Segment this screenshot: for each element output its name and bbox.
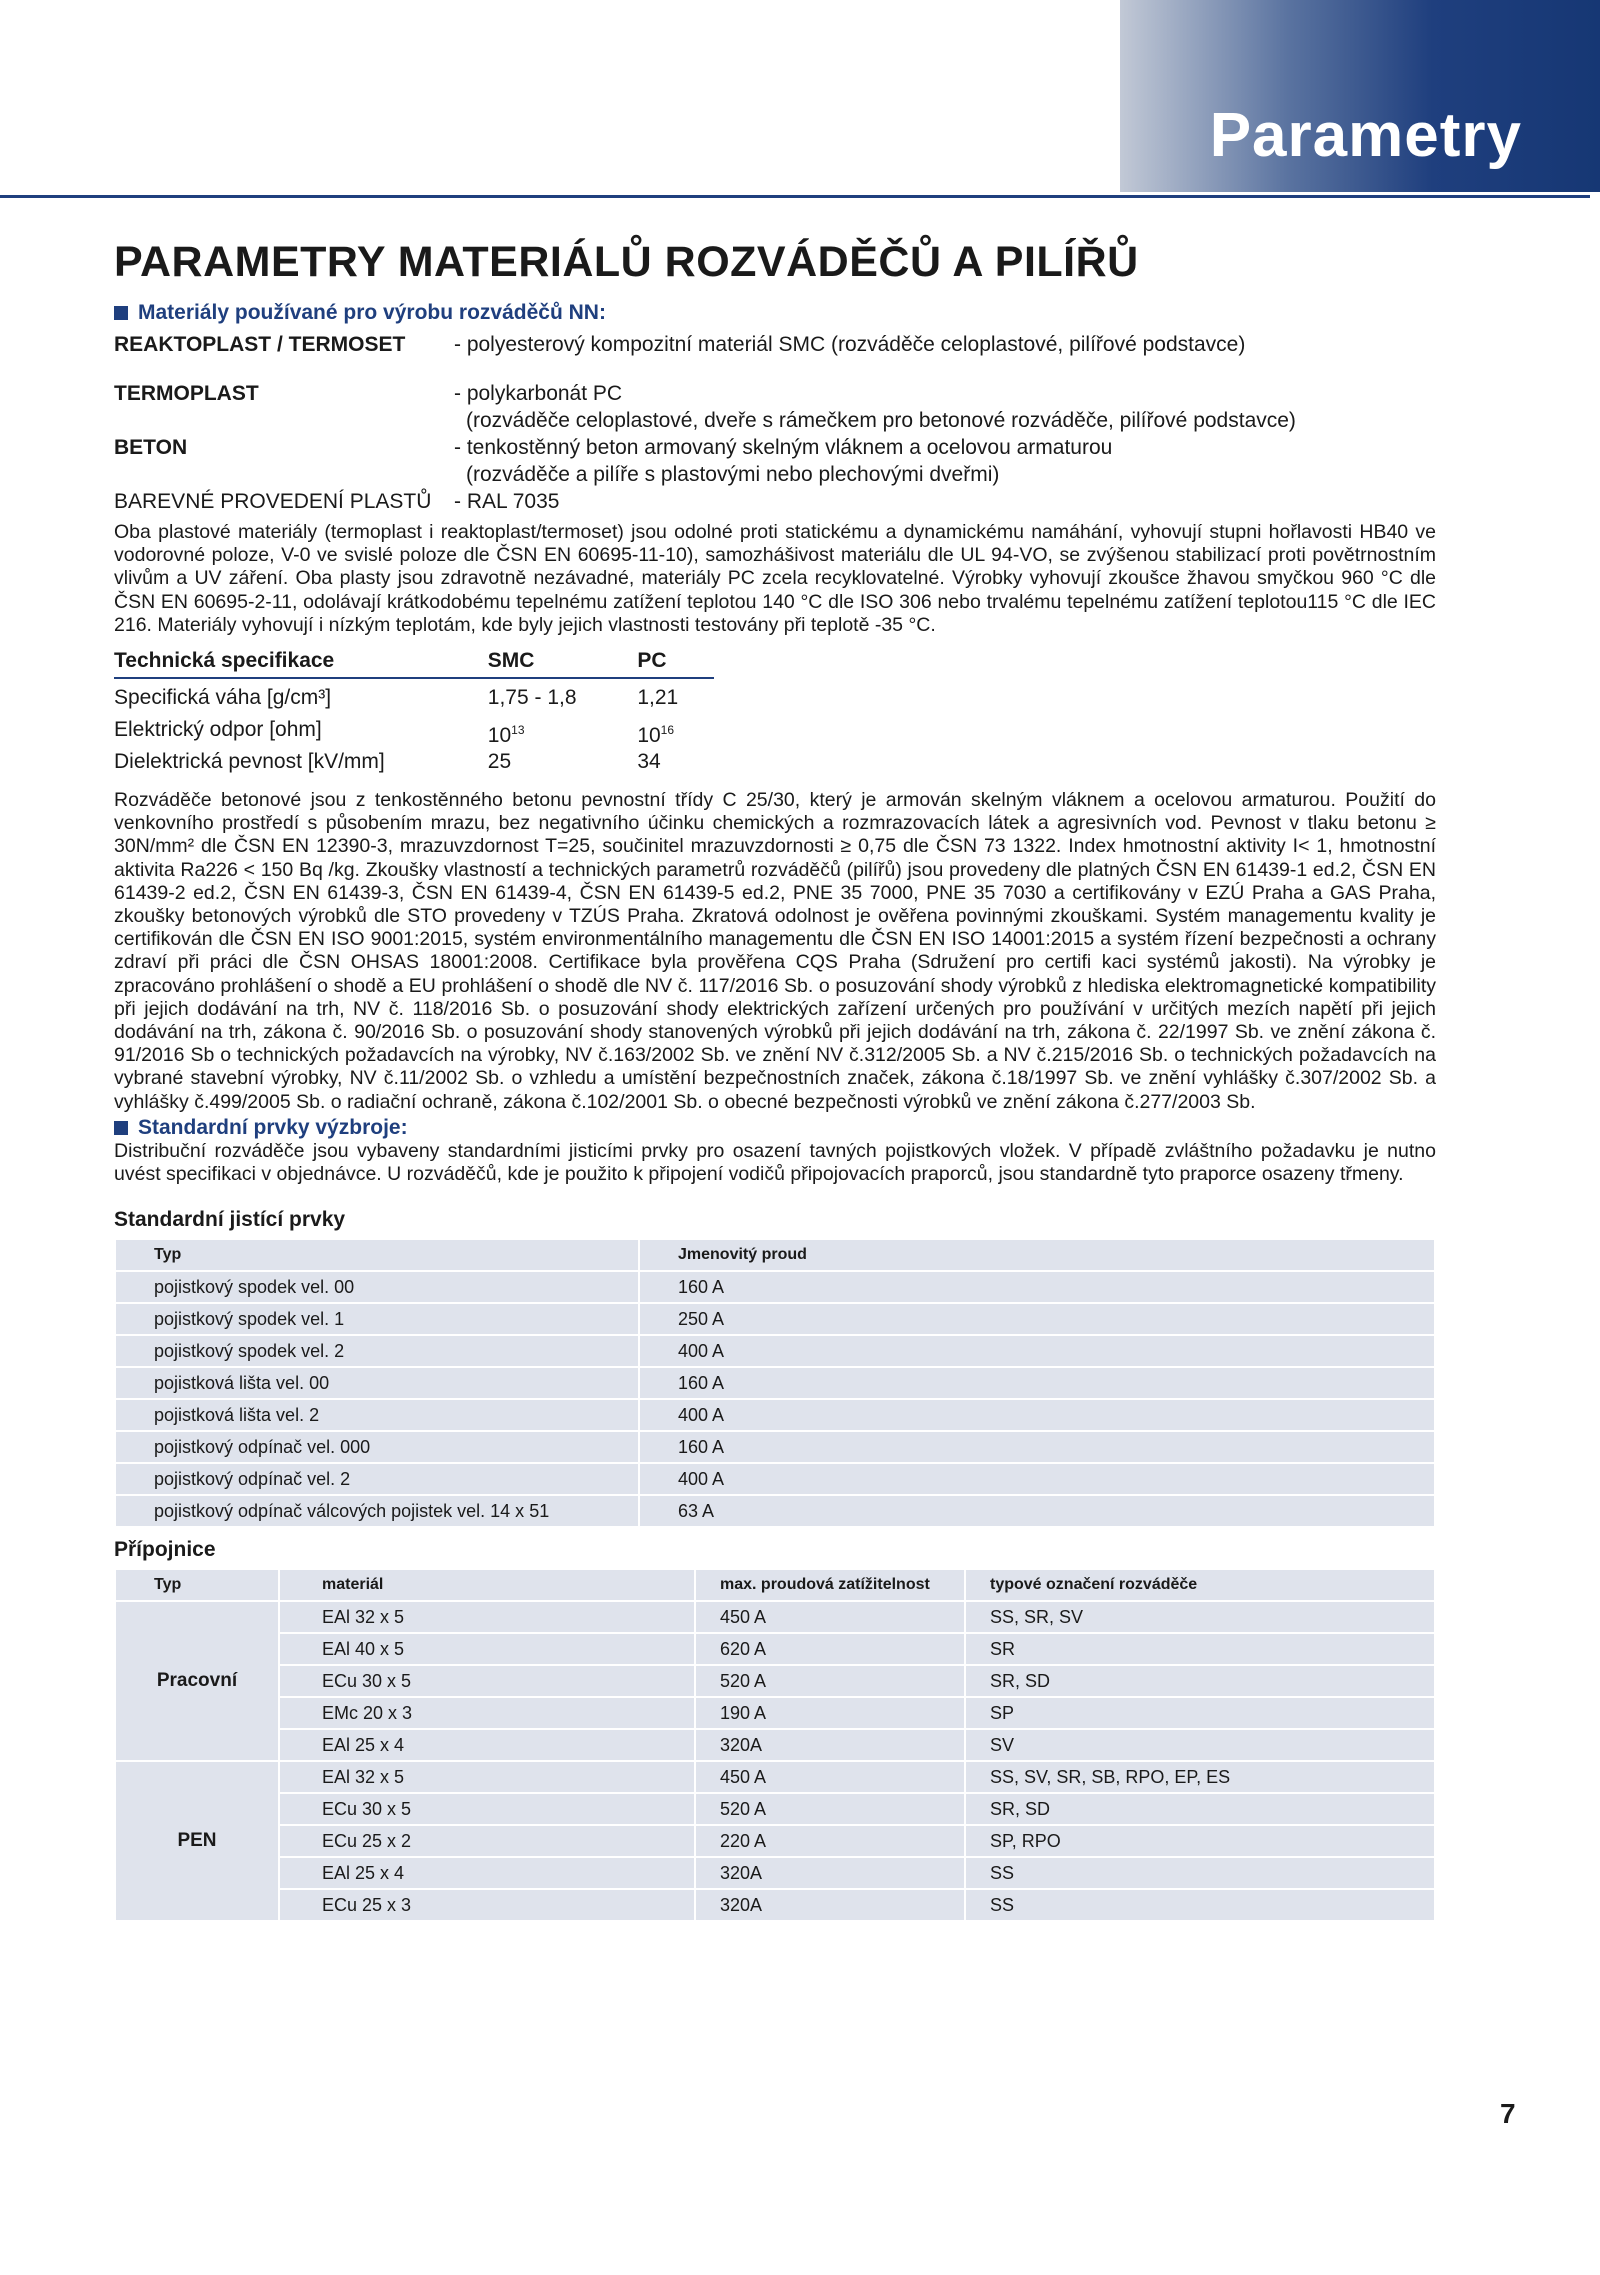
- fuse-current: 160 A: [639, 1367, 1435, 1399]
- busbar-table-title: Přípojnice: [114, 1538, 216, 1562]
- materials-heading-text: Materiály používané pro výrobu rozváděčů NN:: [138, 301, 606, 324]
- table-row: [115, 1761, 1435, 1793]
- fuse-type: pojistkový spodek vel. 2: [115, 1335, 639, 1367]
- material-row: [114, 331, 1436, 358]
- material-name: BAREVNÉ PROVEDENÍ PLASTŮ: [114, 490, 432, 513]
- busbar-col-material: materiál: [279, 1569, 695, 1601]
- banner-title: Parametry: [1209, 101, 1522, 170]
- table-row: [115, 1495, 1435, 1527]
- busbar-material: EAl 32 x 5: [279, 1761, 695, 1793]
- spec-smc-exp: 13: [511, 723, 525, 738]
- fuse-type: pojistková lišta vel. 00: [115, 1367, 639, 1399]
- busbar-group-name: Pracovní: [115, 1601, 279, 1761]
- material-row: [114, 488, 1436, 515]
- spec-header-label: Technická specifikace: [114, 649, 335, 673]
- spec-smc-cell: [488, 717, 638, 749]
- spec-label: Specifická váha [g/cm³]: [114, 686, 332, 710]
- fuse-type: pojistkový odpínač vel. 000: [115, 1431, 639, 1463]
- table-row: [115, 1729, 1435, 1761]
- busbar-material: EAl 32 x 5: [279, 1601, 695, 1633]
- fuse-current: 160 A: [639, 1431, 1435, 1463]
- table-row: [115, 1335, 1435, 1367]
- spec-row: [114, 749, 714, 775]
- fuse-col-type: Typ: [115, 1239, 639, 1271]
- spec-row: [114, 685, 714, 711]
- spec-pc-cell: [637, 717, 714, 749]
- busbar-current: 220 A: [695, 1825, 965, 1857]
- table-row: [115, 1793, 1435, 1825]
- material-desc: - polykarbonát PC: [454, 382, 623, 405]
- busbar-col-current: max. proudová zatížitelnost: [695, 1569, 965, 1601]
- fuse-current: 250 A: [639, 1303, 1435, 1335]
- material-name: BETON: [114, 436, 188, 459]
- spec-smc: 25: [487, 750, 512, 774]
- paragraph-concrete: Rozváděče betonové jsou z tenkostěnného betonu pevnostní třídy C 25/30, který je armován skelným vláknem a ocelovou armaturou. Použití do venkovního prostředí s působením mrazu, bez negativního účinku chemických a rozmrazovacích látek a agresivních vod. Pevnost v tlaku betonu ≥ 30N/mm² dle ČSN EN 12390-3, mrazuvzdornost T=25, součinitel mrazuvzdornosti ≥ 0,75 dle ČSN 73 1322. Index hmotnostní aktivity I< 1, hmotnostní aktivita Ra226 < 150 Bq /kg. Zkoušky vlastností a technických parametrů rozváděčů (pilířů) jsou provedeny dle platných ČSN EN 61439-1 ed.2, ČSN EN 61439-2 ed.2, ČSN EN 61439-3, ČSN EN 61439-4, ČSN EN 61439-5 ed.2, PNE 35 7000, PNE 35 7030 a certifikovány v EZÚ Praha a GAS Praha, zkoušky betonových výrobků dle STO provedeny v TZÚS Praha. Zkratová odolnost je ověřena povinnými zkouškami. Systém managementu kvality je certifikován dle ČSN EN ISO 9001:2015, systém environmentálního managementu dle ČSN EN ISO 14001:2015 a systém řízení bezpečnosti a ochrany zdraví při práci dle ČSN OHSAS 18001:2008. Certifikace byla prověřena CQS Praha (Sdružení pro certifi kaci systémů jakosti). Na výrobky je zpracováno prohlášení o shodě a EU prohlášení o shodě dle NV č. 117/2016 Sb. o posuzování shody výrobků z hlediska elektromagnetické kompatibility při jejich dodávání na trh, NV č. 118/2016 Sb. o posuzování shody elektrických zařízení určených pro používání v určitých mezích napětí při jejich dodávání na trh, zákona č. 90/2016 Sb. o posuzování shody stanovených výrobků při jejich dodávání na trh, zákona č. 22/1997 Sb. ve znění zákona č. 91/2016 Sb o technických požadavcích na výrobky, NV č.163/2002 Sb. ve znění NV č.312/2005 Sb. a NV č.215/2016 Sb. o technických požadavcích na vybrané stavební výrobky, NV č.11/2002 Sb. o vzhledu a umístění bezpečnostních značek, zákona č.18/1997 Sb. ve znění vyhlášky č.307/2002 Sb. a vyhlášky č.499/2005 Sb. o radiační ochraně, zákona č.102/2001 Sb. o obecné bezpečnosti výrobků ve znění zákona č.277/2003 Sb.: [114, 789, 1436, 1113]
- table-row: [115, 1665, 1435, 1697]
- spec-pc-exp: 16: [660, 723, 675, 738]
- busbar-col-designation: typové označení rozváděče: [965, 1569, 1435, 1601]
- spec-smc: 10: [487, 724, 512, 748]
- material-desc: - RAL 7035: [454, 490, 560, 513]
- table-row: [115, 1271, 1435, 1303]
- fuse-col-current: Jmenovitý proud: [639, 1239, 1435, 1271]
- table-row: [115, 1399, 1435, 1431]
- spec-smc: 1,75 - 1,8: [487, 686, 577, 710]
- busbar-current: 520 A: [695, 1665, 965, 1697]
- busbar-current: 320A: [695, 1857, 965, 1889]
- table-header-row: [115, 1239, 1435, 1271]
- busbar-material: ECu 30 x 5: [279, 1793, 695, 1825]
- fuse-table-title: Standardní jistící prvky: [114, 1208, 346, 1232]
- spec-pc: 1,21: [637, 686, 679, 710]
- busbar-material: ECu 30 x 5: [279, 1665, 695, 1697]
- material-row: [114, 380, 1436, 434]
- page-number: 7: [1500, 2098, 1516, 2129]
- table-row: [115, 1857, 1435, 1889]
- fuse-type: pojistkový spodek vel. 00: [115, 1271, 639, 1303]
- busbar-current: 450 A: [695, 1601, 965, 1633]
- busbar-material: ECu 25 x 2: [279, 1825, 695, 1857]
- busbar-current: 320A: [695, 1889, 965, 1921]
- busbar-current: 320A: [695, 1729, 965, 1761]
- bullet-square-icon: [114, 306, 128, 320]
- busbar-designation: SS, SV, SR, SB, RPO, EP, ES: [965, 1761, 1435, 1793]
- busbar-designation: SR, SD: [965, 1665, 1435, 1697]
- spec-header: [114, 649, 714, 679]
- busbar-current: 620 A: [695, 1633, 965, 1665]
- busbar-current: 450 A: [695, 1761, 965, 1793]
- spec-header-smc: SMC: [487, 649, 535, 673]
- bullet-square-icon: [114, 1121, 128, 1135]
- spec-pc: 34: [637, 750, 661, 774]
- material-desc: (rozváděče celoplastové, dveře s rámečkem pro betonové rozváděče, pilířové podstavce): [466, 409, 1296, 432]
- busbar-group-name: PEN: [115, 1761, 279, 1921]
- table-row: [115, 1367, 1435, 1399]
- busbar-material: ECu 25 x 3: [279, 1889, 695, 1921]
- header-rule: [0, 195, 1590, 198]
- paragraph-standard: Distribuční rozváděče jsou vybaveny standardními jisticími prvky pro osazení tavných pojistkových vložek. V případě zvláštního požadavku je nutno uvést specifikaci v objednávce. U rozváděčů, kde je použito k připojení vodičů připojovacích praporců, jsou standardně tyto praporce osazeny třmeny.: [114, 1139, 1436, 1186]
- materials-list: [114, 331, 1436, 515]
- fuse-current: 400 A: [639, 1399, 1435, 1431]
- fuse-type: pojistková lišta vel. 2: [115, 1399, 639, 1431]
- busbar-col-type: Typ: [115, 1569, 279, 1601]
- standard-heading-text: Standardní prvky výzbroje:: [138, 1115, 408, 1139]
- material-name: REAKTOPLAST / TERMOSET: [114, 333, 406, 356]
- standard-heading: [114, 1116, 1436, 1140]
- paragraph-plastics: Oba plastové materiály (termoplast i reaktoplast/termoset) jsou odolné proti statickému a dynamickému namáhání, vyhovují stupni hořlavosti HB40 ve vodorovné poloze, V-0 ve svislé poloze dle ČSN EN 60695-11-10), samozhášivost materiálu dle UL 94-VO, se zvýšenou stabilizací proti povětrnostním vlivům a UV záření. Oba plasty jsou zdravotně nezávadné, materiály PC zcela recyklovatelné. Výrobky vyhovují zkoušce žhavou smyčkou 960 °C dle ČSN EN 60695-2-11, odolávají krátkodobému tepelnému zatížení teplotou 140 °C dle ISO 306 nebo trvalému tepelnému zatížení teplotou115 °C dle IEC 216. Materiály vyhovují i nízkým teplotám, kde byly jejich vlastnosti testovány při teplotě -35 °C.: [114, 521, 1436, 636]
- spec-label: Elektrický odpor [ohm]: [114, 718, 322, 742]
- table-row: [115, 1825, 1435, 1857]
- spec-label: Dielektrická pevnost [kV/mm]: [114, 750, 385, 774]
- busbar-current: 520 A: [695, 1793, 965, 1825]
- table-row: [115, 1633, 1435, 1665]
- busbar-designation: SP, RPO: [965, 1825, 1435, 1857]
- table-row: [115, 1463, 1435, 1495]
- fuse-type: pojistkový spodek vel. 1: [115, 1303, 639, 1335]
- spec-header-pc: PC: [637, 649, 667, 673]
- fuse-current: 63 A: [639, 1495, 1435, 1527]
- table-row: [115, 1697, 1435, 1729]
- fuse-current: 400 A: [639, 1335, 1435, 1367]
- material-desc: - tenkostěnný beton armovaný skelným vláknem a ocelovou armaturou: [454, 436, 1113, 459]
- material-row: [114, 434, 1436, 488]
- busbar-designation: SP: [965, 1697, 1435, 1729]
- busbar-designation: SS: [965, 1857, 1435, 1889]
- busbar-material: EAl 25 x 4: [279, 1857, 695, 1889]
- material-desc: - polyesterový kompozitní materiál SMC (rozváděče celoplastové, pilířové podstavce): [454, 333, 1246, 356]
- fuse-current: 400 A: [639, 1463, 1435, 1495]
- page-title: PARAMETRY MATERIÁLŮ ROZVÁDĚČŮ A PILÍŘŮ: [114, 238, 1139, 286]
- busbar-table: [114, 1568, 1436, 1922]
- busbar-designation: SR, SD: [965, 1793, 1435, 1825]
- table-row: [115, 1601, 1435, 1633]
- busbar-material: EAl 25 x 4: [279, 1729, 695, 1761]
- busbar-current: 190 A: [695, 1697, 965, 1729]
- spec-pc: 10: [637, 724, 661, 748]
- material-name: TERMOPLAST: [114, 382, 259, 405]
- table-header-row: [115, 1569, 1435, 1601]
- spec-table: [114, 649, 714, 775]
- busbar-designation: SS, SR, SV: [965, 1601, 1435, 1633]
- busbar-designation: SS: [965, 1889, 1435, 1921]
- busbar-material: EAl 40 x 5: [279, 1633, 695, 1665]
- materials-heading: [114, 301, 1436, 325]
- busbar-designation: SR: [965, 1633, 1435, 1665]
- busbar-material: EMc 20 x 3: [279, 1697, 695, 1729]
- busbar-designation: SV: [965, 1729, 1435, 1761]
- main-content: [114, 238, 1436, 1922]
- material-desc: (rozváděče a pilíře s plastovými nebo plechovými dveřmi): [466, 463, 1000, 486]
- table-row: [115, 1303, 1435, 1335]
- spec-row: [114, 717, 714, 749]
- header-banner: [1120, 0, 1600, 192]
- fuse-table: [114, 1238, 1436, 1528]
- table-row: [115, 1431, 1435, 1463]
- fuse-type: pojistkový odpínač válcových pojistek vel. 14 x 51: [115, 1495, 639, 1527]
- table-row: [115, 1889, 1435, 1921]
- fuse-current: 160 A: [639, 1271, 1435, 1303]
- fuse-type: pojistkový odpínač vel. 2: [115, 1463, 639, 1495]
